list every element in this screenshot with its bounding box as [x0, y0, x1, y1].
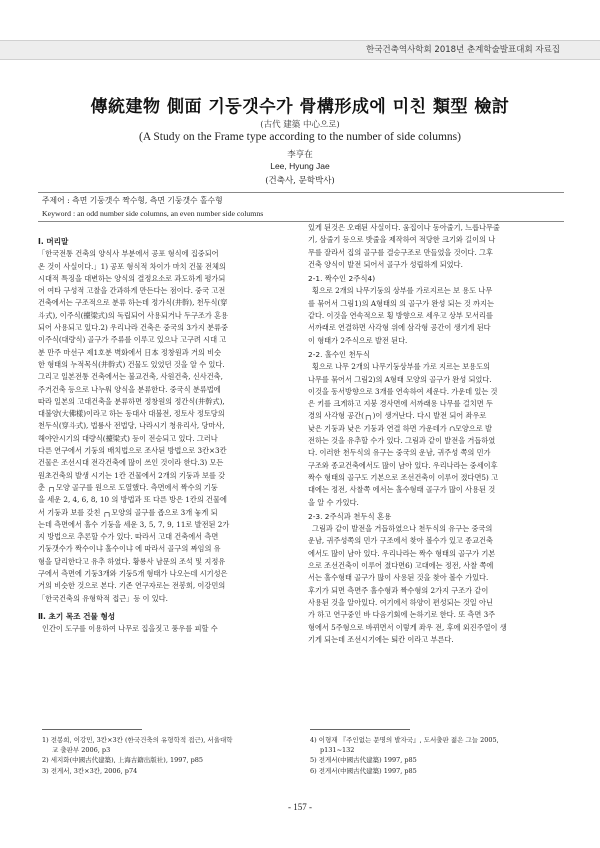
text-line: 횡으로 나무 2개의 나무기둥상부를 가로 지르는 보용도의: [312, 362, 490, 372]
subsection-2-1-paragraph: [308, 285, 564, 346]
text-line: 구조와 종교건축에서도 많이 남아 있다. 우리나라는 중세이후: [308, 460, 498, 470]
author-affiliation: (건축사, 문학박사): [265, 176, 335, 186]
text-line: 「한국전통 건축의 양식사 부분에서 공포 형식에 집중되어: [38, 249, 219, 259]
text-line: 천두식(穿斗式), 법륭사 전법당, 나라시기 청유리사, 당마사,: [38, 421, 225, 431]
text-line: 해야안시기의 대량식(擡梁式) 등이 전승되고 있다. 그러나: [38, 433, 218, 443]
text-line: 에서도 많이 남아 있다. 우리나라는 짝수 형태의 골구가 기본: [308, 548, 496, 558]
text-line: 서는 홀수형태 골구가 많이 사용된 것을 찾아 볼수 가있다.: [308, 573, 489, 583]
text-line: 한 형태의 누적목식(井幹式) 건물도 있었던 것을 알 수 있다.: [38, 359, 225, 369]
text-line: 경의 사각형 공간(┌┐)이 생겨난다. 다시 발전 되어 좌우로: [308, 411, 487, 421]
subsection-2-3-paragraph: [308, 523, 564, 646]
text-line: 지 방법으로 추론할 수가 있다. 따라서 고대 건축에서 측면: [38, 532, 219, 542]
text-line: 다. 이러한 천두식의 유구는 중국의 운남, 귀주성 쪽의 민가: [308, 448, 491, 458]
text-line: 형을 달리한다고 유추 하였다. 황룡사 남문의 조석 및 지정유: [38, 556, 226, 566]
footnote-rule-right: [310, 729, 410, 730]
text-line: 을 알 수 가있다.: [308, 497, 359, 507]
text-line: 원초건축의 발생 시기는 1칸 건물에서 2개의 기둥과 보를 갖: [38, 470, 226, 480]
author-name-korean: 李亨在: [287, 150, 313, 160]
text-line: 따라 일본의 고대건축을 분류하면 정창원의 정간식(井幹式),: [38, 396, 225, 406]
header-bar: [0, 40, 600, 60]
subsection-heading-2-1: 2-1. 짝수인 2주식4): [308, 274, 376, 284]
subsection-2-2-paragraph: [308, 361, 564, 509]
text-line: 이것을 동서방향으로 3개를 연속하여 세운다. 가운데 있는 것: [308, 386, 498, 396]
text-line: 시대적 특징을 대변하는 양식의 결정요소로 과도하게 평가되: [38, 273, 226, 283]
text-line: 「한국건축의 유형학적 접근」등 이 있다.: [38, 593, 168, 603]
section-heading-early-wooden: Ⅱ. 초기 목조 건물 형성: [38, 611, 116, 621]
text-line: 무를 잘라서 집의 골구를 결승구조로 만들었을 것이다. 그후: [308, 247, 493, 257]
text-line: 으로 조선건축이 이루어 졌다면6) 고대에는 정전, 사찰 쪽에: [308, 561, 494, 571]
text-line: 춘 ┌┐모양 골구를 원으로 도열했다. 측면에서 짝수의 기둥: [38, 482, 218, 492]
text-line: 낮은 기둥과 낮은 기둥과 연결 하면 가운데가 ∩모양으로 발: [308, 423, 492, 433]
footnotes-left: [42, 735, 292, 776]
text-line: 교 출판부 2006, p3: [52, 746, 111, 755]
text-line: p131~132: [320, 746, 355, 755]
text-line: 기, 삼줄기 등으로 밧줄을 제작하여 적당한 크기와 길이의 나: [308, 235, 496, 245]
text-line: 은 키를 크게하고 지붕 경사면에 서까래용 나무를 걸치면 두: [308, 399, 493, 409]
text-line: 이주식(대량식) 골구가 주류를 이루고 있으나 고구려 시대 고: [38, 335, 227, 345]
text-line: 가 하고 연구중인 바 다음기회에 논하기로 한다. 또 측면 3주: [308, 610, 496, 620]
keyword-top-rule: [38, 192, 564, 193]
footnotes-right: [310, 735, 564, 776]
text-line: 건물은 조선시대 전각건축에 많이 쓰인 것이라 한다.3) 모든: [38, 458, 224, 468]
conference-header: 한국건축역사학회 2018년 춘계학술발표대회 자료집: [366, 45, 560, 55]
text-line: 사용된 것을 알아있다. 여기에서 하양이 편성되는 것일 아닌: [308, 597, 493, 607]
text-line: 5) 전게서(中國古代建築) 1997, p85: [310, 756, 417, 765]
text-line: 1) 전봉희, 이강민, 3칸×3칸 (한국건축의 유형학적 접근), 서울대학: [42, 736, 233, 744]
text-line: 2) 세지화(中國古代建築), 上海古籍出版社), 1997, p85: [42, 756, 204, 765]
text-line: 후기가 되면 측면주 홀수형과 짝수형의 2가지 구조가 같이: [308, 585, 489, 595]
paper-subtitle: (古代 建築 中心으로): [260, 120, 340, 130]
paper-title: 傳統建物 側面 기둥갯수가 骨構形成에 미친 類型 檢討: [90, 97, 510, 117]
text-line: 4) 이형재 『주인없는 문명의 발자국』, 도서출판 젊은 그늘 2005,: [310, 736, 499, 744]
text-line: 같다. 이것을 연속적으로 횡 방향으로 세우고 상부 모서리를: [308, 311, 493, 321]
text-line: 있게 된것은 오래된 사실이다. 움집이나 동아줄기, 느릅나무줄: [308, 223, 500, 232]
text-line: 짝수 형태의 골구도 기본으로 조선건축이 이루어 졌다면5) 고: [308, 472, 499, 482]
text-line: 건축 양식이 발전 되어서 골구가 성립하게 되었다.: [308, 259, 463, 269]
text-line: 는데 측면에서 홀수 기둥을 세운 3, 5, 7, 9, 11로 발전된 2가: [38, 519, 230, 529]
text-line: 나무를 묶어서 그림2)의 A형태 모양의 골구가 완성 되었다.: [308, 374, 492, 384]
text-line: 3) 전게서, 3칸×3칸, 2006, p74: [42, 766, 138, 775]
text-line: 이 형태가 2주식으로 발전 된다.: [308, 335, 408, 345]
text-line: 어 여타 구성적 고찰을 간과하게 만든다는 점이다. 중국 고전: [38, 286, 226, 296]
subsection-heading-2-3: 2-3. 2주식과 천두식 혼용: [308, 511, 392, 521]
text-line: 횡으로 2개의 나무기둥의 상부를 가로지르는 보 용도 나무: [312, 286, 493, 296]
right-column: [308, 222, 564, 646]
intro-paragraph: [38, 248, 292, 605]
text-line: 기게 되는데 조선시기에는 퇴칸 이라고 부른다.: [308, 634, 454, 644]
text-line: 온 것이 사실이다.」1) 공포 형식적 차이가 마치 건물 전체의: [38, 261, 226, 271]
keywords-korean: 주제어 : 측면 기둥갯수 짝수형, 측면 기둥갯수 홀수형: [42, 196, 223, 205]
text-line: 주거건축 등으로 나누워 양식을 분류한다. 중국식 분류법에: [38, 384, 221, 394]
paper-title-english: (A Study on the Frame type according to the number of side columns): [139, 131, 461, 143]
text-line: 운남, 귀주성쪽의 민가 구조에서 찾아 볼수가 있고 종교건축: [308, 536, 493, 546]
text-line: 거의 비슷한 것으로 본다. 기존 연구자로는 전봉희, 이강민의: [38, 581, 226, 591]
section-heading-introduction: Ⅰ. 머리말: [38, 237, 69, 246]
text-line: 을 세운 2, 4, 6, 8, 10 의 방법과 또 다른 방은 1칸의 건물에: [38, 495, 227, 505]
text-line: 그리고 일본전통 건축에서는 불교건축, 사원건축, 신사건축,: [38, 372, 223, 382]
text-line: 6) 전게서(中國古代建築) 1997, p85: [310, 766, 417, 775]
text-line: 서까래로 연결하면 사각형 위에 삼각형 공간이 생기게 된다: [308, 323, 491, 333]
continued-paragraph: [308, 222, 564, 271]
text-line: 구에서 측면에 기둥3개와 기둥5개 형태가 나오는데 시기성은: [38, 569, 228, 579]
keywords-english: Keyword : an odd number side columns, an even number side columns: [42, 209, 264, 218]
text-line: 건축에서는 구조적으로 분류 하는데 정가식(井幹), 천두식(穿: [38, 298, 228, 308]
left-column: [38, 236, 292, 636]
text-line: 대불양(大佛樣)이라고 하는 동대사 대불전, 정토사 정토당의: [38, 409, 225, 419]
text-line: 분 만주 마선구 제1호분 벽화에서 日本 정창원과 거의 비슷: [38, 347, 222, 357]
text-line: 를 묶어서 그림1)의 A형태의 의 골구가 완성 되는 것 까지는: [308, 298, 494, 308]
text-line: 되어 사용되고 있다.2) 우리나라 건축은 중국의 3가지 분류중: [38, 323, 228, 333]
text-line: 전하는 것을 유추할 수가 있다. 그림과 같이 발전을 거듭하였: [308, 436, 496, 446]
text-line: 대에는 정전, 사찰쪽 에서는 홀수형태 골구가 많이 사용된 것: [308, 485, 496, 495]
text-line: 형에서 5주형으로 바뀌면서 이렇게 좌우 전, 후에 외진주열이 생: [308, 622, 507, 632]
text-line: 서 기둥과 보를 갖친 ┌┐모양의 골구를 좁으로 3개 놓게 되: [38, 507, 218, 517]
author-name-english: Lee, Hyung Jae: [270, 161, 330, 171]
text-line: 그림과 같이 발전을 거듭하였으나 천두식의 유구는 중국의: [312, 524, 493, 534]
text-line: 기둥갯수가 짝수이냐 홀수이냐 에 따라서 골구의 짜임의 유: [38, 544, 221, 554]
text-line: 斗式), 이주식(擡梁式)의 독립되어 사용되거나 두구조가 혼용: [38, 310, 228, 320]
text-line: 다른 연구에서 기둥의 배치법으로 조사된 방법으로 3칸×3칸: [38, 446, 227, 456]
subsection-heading-2-2: 2-2. 홀수인 천두식: [308, 349, 370, 359]
page-number: - 157 -: [288, 802, 312, 812]
early-wooden-paragraph: 인간이 도구를 이용하여 나무로 집을짓고 풍우를 피할 수: [42, 624, 218, 634]
footnote-rule-left: [42, 729, 142, 730]
